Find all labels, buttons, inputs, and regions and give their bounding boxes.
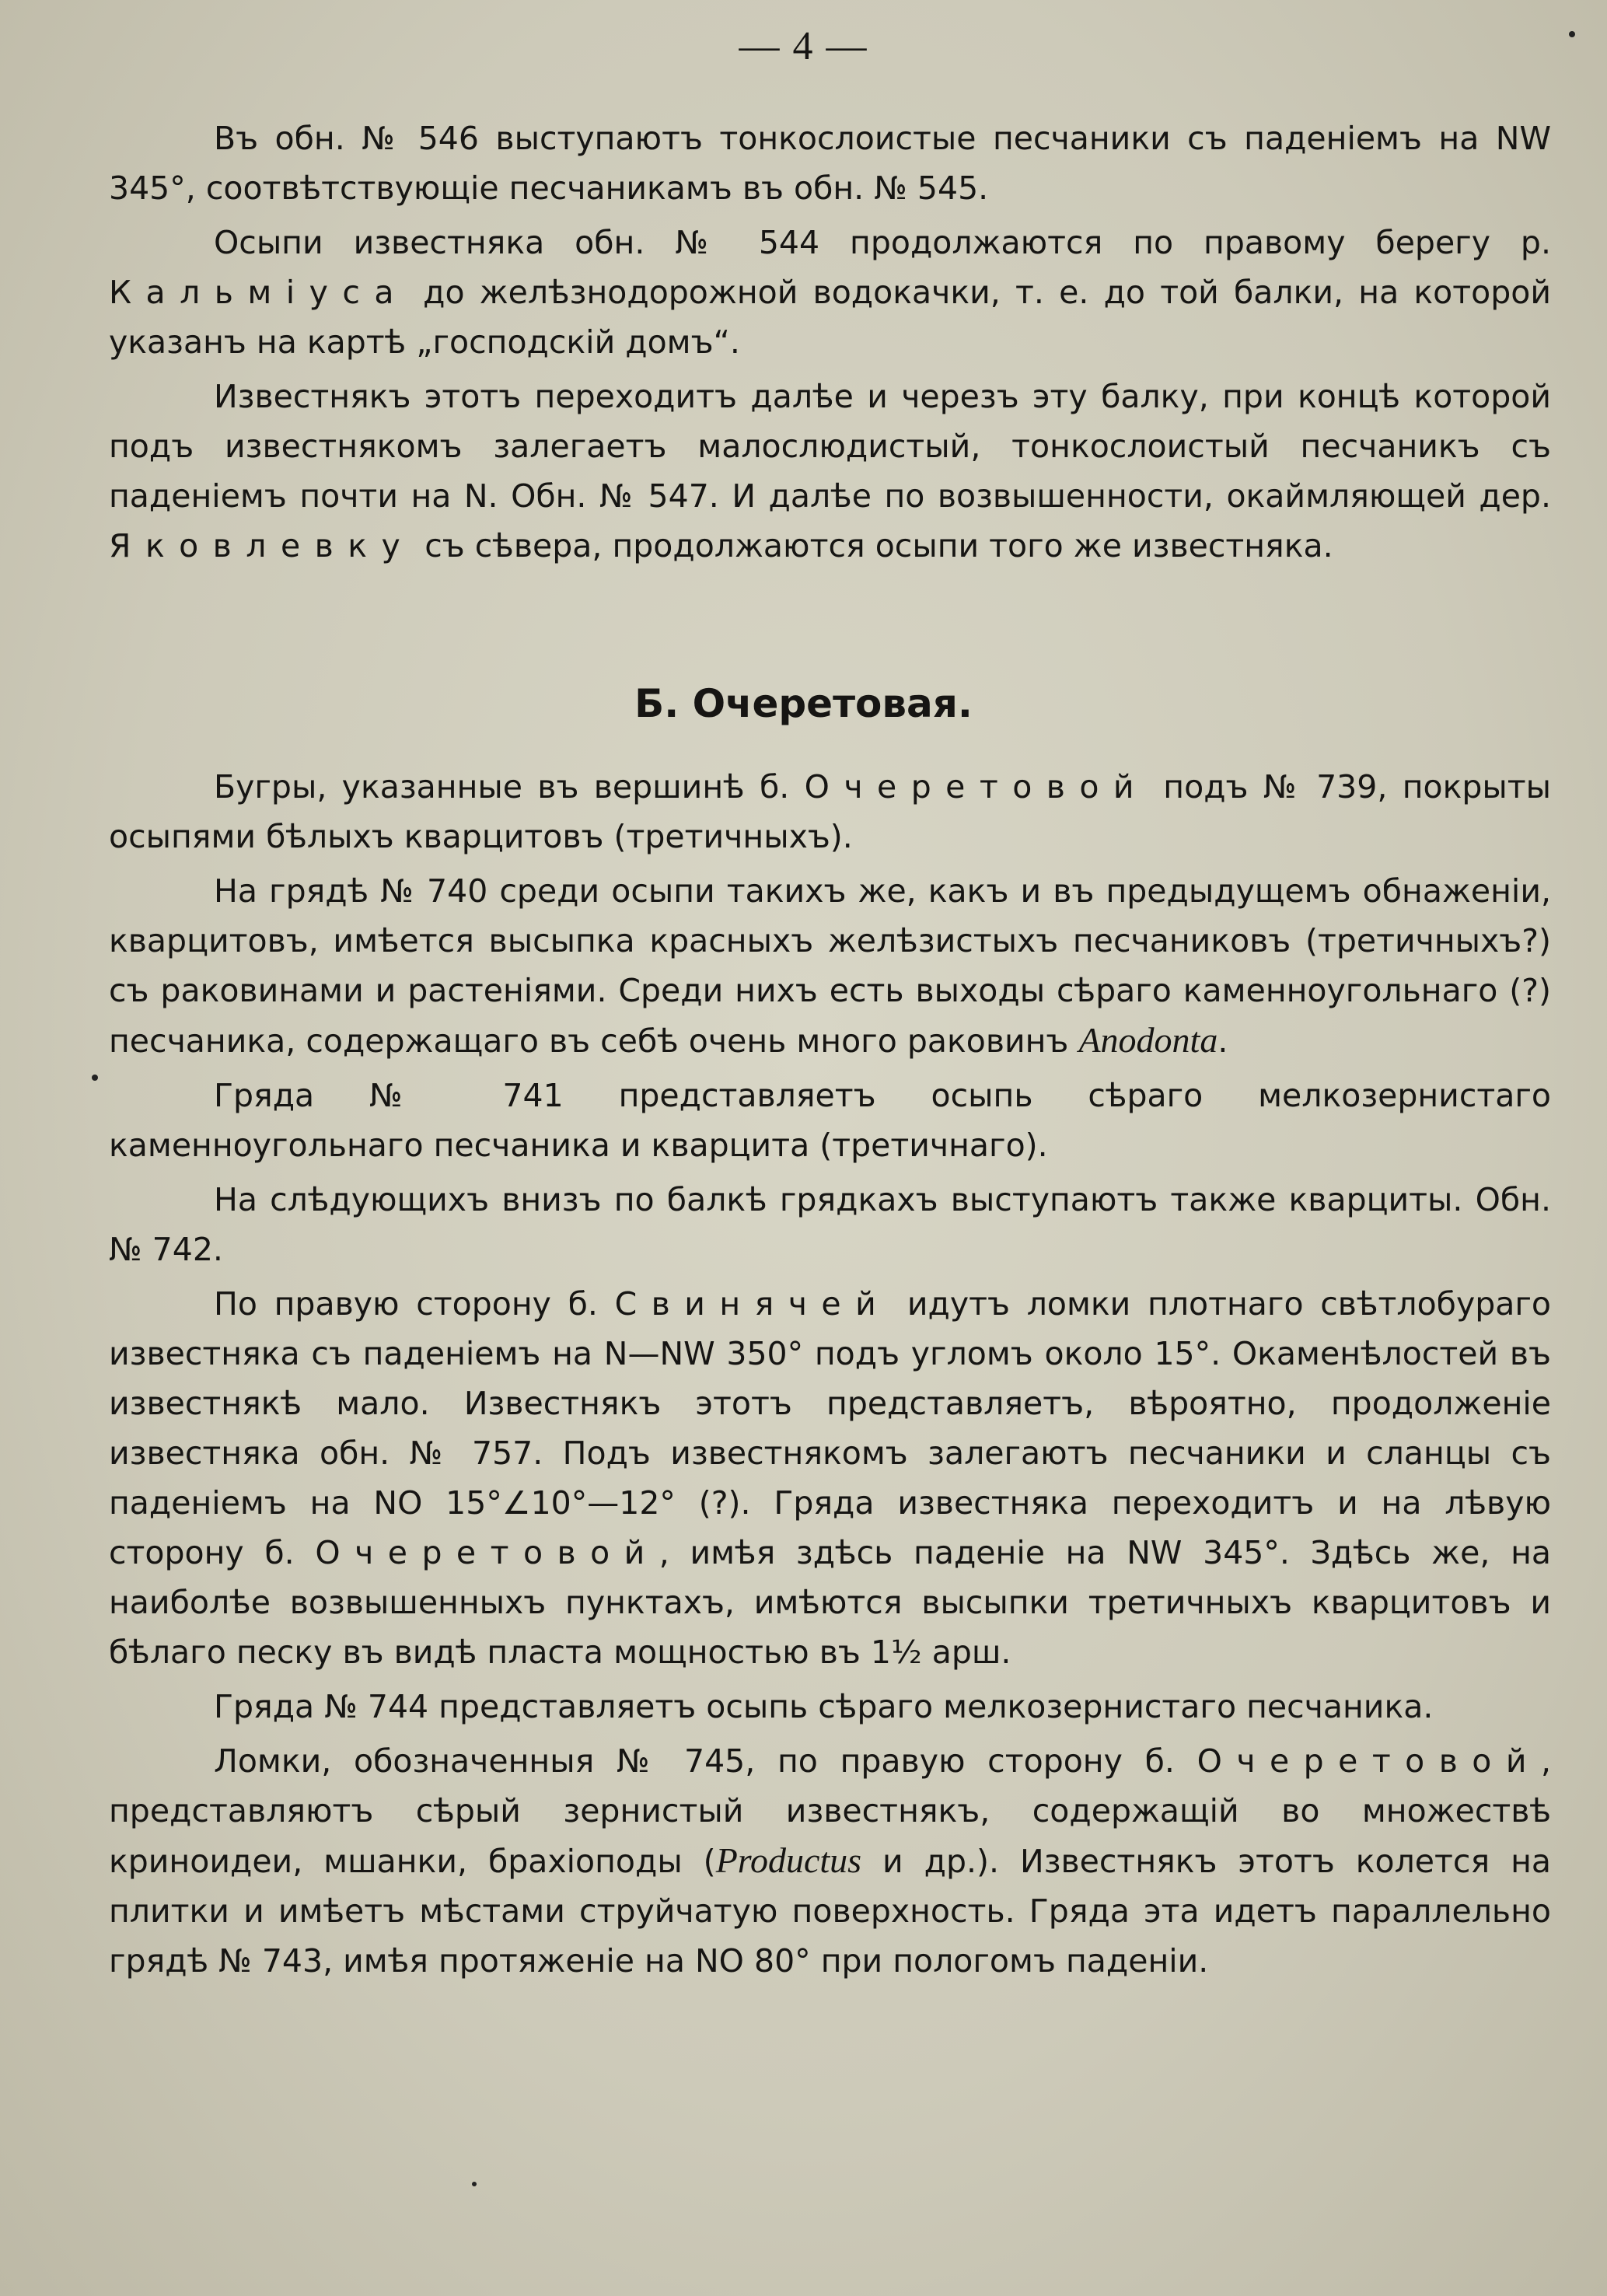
paragraph-text: идутъ ломки плотнаго свѣтлобураго известняка съ паденіемъ на N—NW 350° подъ угломъ около 15°. Окаменѣлостей въ известнякѣ мало. Известнякъ этотъ представляетъ, вѣроятно, продолженіе известняка обн. № 757. Подъ известнякомъ залегаютъ песчаники и сланцы съ паденіемъ на NO 15°∠10°—12° (?). Гряда известняка переходитъ и на лѣвую сторону б. (109, 1285, 1551, 1571)
paragraph-text: По правую сторону б. (214, 1285, 615, 1323)
paragraph (109, 1071, 1551, 1170)
paragraph (109, 372, 1551, 571)
spaced-name: Очеретовой (1197, 1742, 1541, 1780)
paragraph-text: съ сѣвера, продолжаются осыпи того же известняка. (414, 527, 1333, 564)
paragraph (109, 1279, 1551, 1677)
paragraph-text: . (1217, 1022, 1228, 1060)
paragraph (109, 1175, 1551, 1274)
paragraph-text: Гряда № 744 представляетъ осыпь сѣраго мелкозернистаго песчаника. (214, 1688, 1434, 1725)
paragraph-text: Осыпи известняка обн. № 544 продолжаются по правому берегу р. (214, 224, 1551, 261)
spaced-name: Очеретовой (804, 768, 1148, 806)
paragraph (109, 866, 1551, 1066)
spaced-name: Кальміуса (109, 274, 408, 311)
print-speck (472, 2182, 477, 2186)
spaced-name: Очеретовой (315, 1534, 659, 1571)
italic-term: Productus (715, 1840, 862, 1880)
paragraph-text: , имѣя здѣсь паденіе на NW 345°. Здѣсь же, на наиболѣе возвышенныхъ пунктахъ, имѣются высыпки третичныхъ кварцитовъ и бѣлаго песку въ видѣ пласта мощностью въ 1½ арш. (109, 1534, 1551, 1671)
italic-term: Anodonta (1078, 1020, 1218, 1060)
paragraph-text: Ломки, обозначенныя № 745, по правую сторону б. (214, 1742, 1197, 1780)
paragraph-text: Въ обн. № 546 выступаютъ тонкослоистые песчаники съ паденіемъ на NW 345°, соотвѣтствующіе песчаникамъ въ обн. № 545. (109, 120, 1551, 207)
paragraph-text: Гряда № 741 представляетъ осыпь сѣраго мелкозернистаго каменноугольнаго песчаника и кварцита (третичнаго). (109, 1077, 1551, 1164)
paragraph-text: Известнякъ этотъ переходитъ далѣе и черезъ эту балку, при концѣ которой подъ известнякомъ залегаетъ малослюдистый, тонкослоистый песчаникъ съ паденіемъ почти на N. Обн. № 547. И далѣе по возвышенности, окаймляющей дер. (109, 378, 1551, 515)
spaced-name: Яковлевку (109, 527, 415, 564)
paragraph (109, 762, 1551, 861)
text-block-bottom (109, 762, 1551, 1990)
paragraph-text: Бугры, указанные въ вершинѣ б. (214, 768, 805, 806)
paragraph-text: подъ № 739, покрыты осыпями бѣлыхъ кварцитовъ (третичныхъ). (109, 768, 1551, 855)
paragraph-text: На грядѣ № 740 среди осыпи такихъ же, какъ и въ предыдущемъ обнаженіи, кварцитовъ, имѣется высыпка красныхъ желѣзистыхъ песчаниковъ (третичныхъ?) съ раковинами и растеніями. Среди нихъ есть выходы сѣраго каменноугольнаго (?) песчаника, содержащаго въ себѣ очень много раковинъ (109, 872, 1551, 1060)
paragraph (109, 218, 1551, 367)
paragraph (109, 114, 1551, 213)
paragraph-text: до желѣзнодорожной водокачки, т. е. до той балки, на которой указанъ на картѣ „господскій домъ“. (109, 274, 1551, 361)
paragraph-text: и др.). Известнякъ этотъ колется на плитки и имѣетъ мѣстами струйчатую поверхность. Гряда эта идетъ параллельно грядѣ № 743, имѣя протяженіе на NO 80° при пологомъ паденіи. (109, 1843, 1551, 1980)
page-number: — 4 — (739, 24, 868, 68)
section-heading: Б. Очеретовая. (634, 681, 973, 726)
print-speck (92, 1075, 98, 1081)
print-speck (1569, 31, 1575, 37)
paragraph-text: , представляютъ сѣрый зернистый известнякъ, содержащій во множествѣ криноидеи, мшанки, брахіоподы ( (109, 1742, 1551, 1880)
paragraph (109, 1682, 1551, 1732)
text-block-top (109, 114, 1551, 575)
paragraph-text: На слѣдующихъ внизъ по балкѣ грядкахъ выступаютъ также кварциты. Обн. № 742. (109, 1181, 1551, 1268)
spaced-name: Свинячей (614, 1285, 891, 1323)
paragraph (109, 1736, 1551, 1986)
